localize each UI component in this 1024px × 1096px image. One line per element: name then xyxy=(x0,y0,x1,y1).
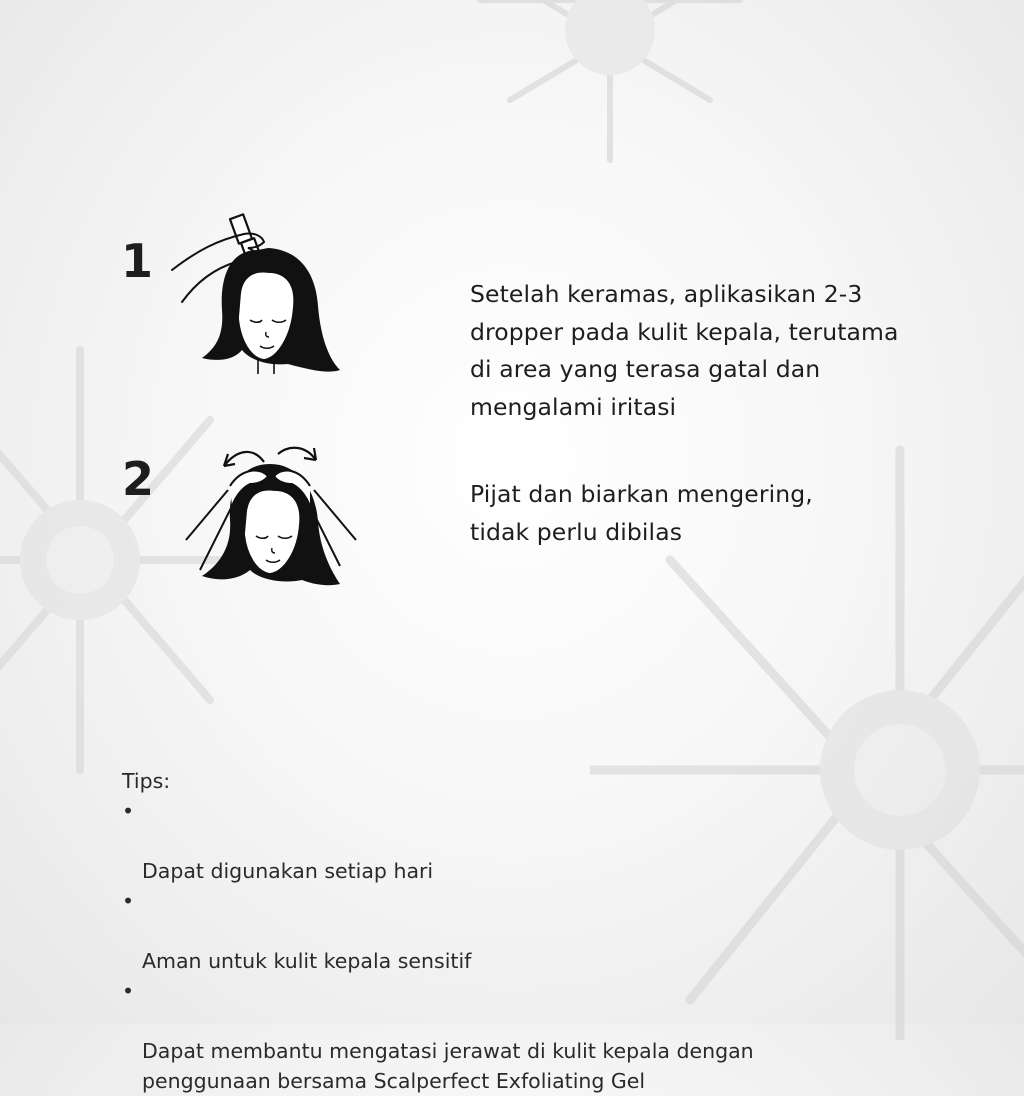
bullet: • xyxy=(122,799,135,823)
tip-item-1 xyxy=(122,796,754,886)
tip-text: Aman untuk kulit kepala sensitif xyxy=(142,949,472,973)
step-1-number: 1 xyxy=(121,234,154,288)
tip-text: Dapat membantu mengatasi jerawat di kulit kepala dengan penggunaan bersama Scalperfect Exfoliating Gel xyxy=(142,1039,754,1093)
step-1-text: Setelah keramas, aplikasikan 2-3 dropper pada kulit kepala, terutama di area yang terasa gatal dan mengalami iritasi xyxy=(470,280,899,421)
dropper-on-scalp-icon xyxy=(168,210,348,380)
step-2-text: Pijat dan biarkan mengering, tidak perlu dibilas xyxy=(470,480,813,546)
tips-title: Tips: xyxy=(122,769,171,793)
scalp-massage-icon xyxy=(180,440,365,595)
snowflake-ornament-top xyxy=(420,0,800,180)
tip-item-3 xyxy=(122,976,754,1096)
tip-item-2 xyxy=(122,886,754,976)
bullet: • xyxy=(122,979,135,1003)
tip-text: Dapat digunakan setiap hari xyxy=(142,859,434,883)
tips-section xyxy=(122,766,754,1096)
step-2-number: 2 xyxy=(122,452,155,506)
bullet: • xyxy=(122,889,135,913)
